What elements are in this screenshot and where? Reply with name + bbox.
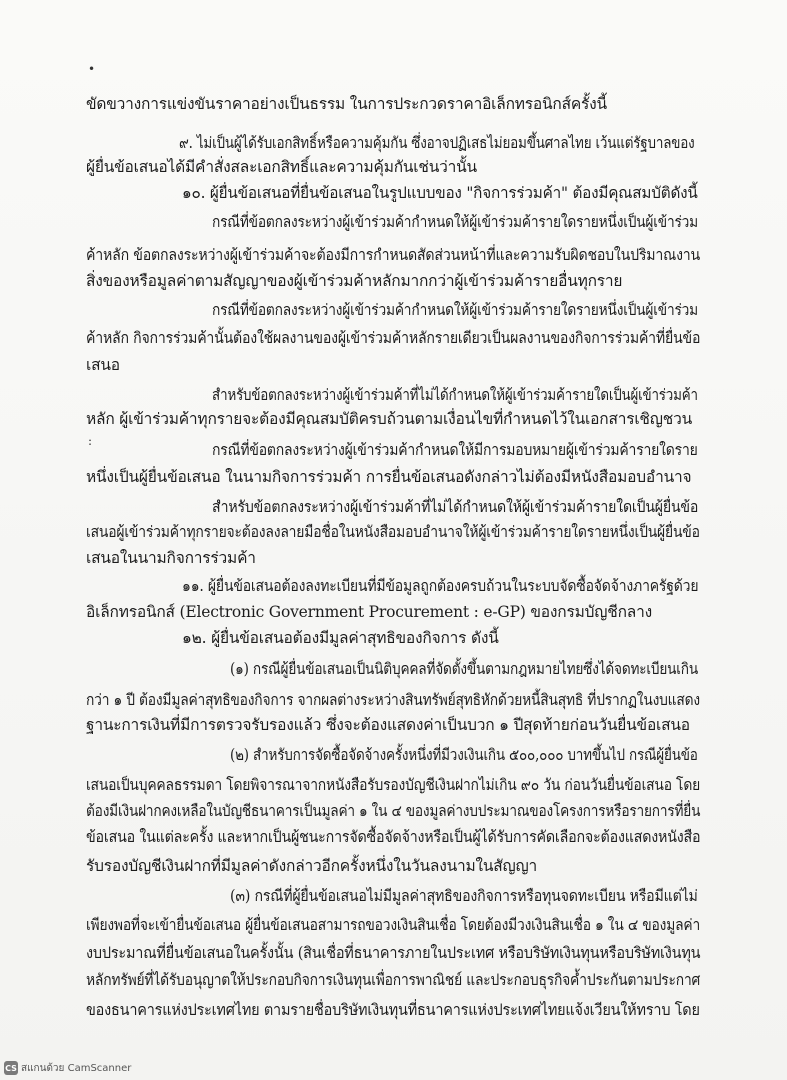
text-line: (๑) กรณีผู้ยื่นข้อเสนอเป็นนิติบุคคลที่จัดตั้งขึ้นตามกฎหมายไทยซึ่งได้จดทะเบียนเกิน bbox=[230, 660, 698, 678]
text-line: (๓) กรณีที่ผู้ยื่นข้อเสนอไม่มีมูลค่าสุทธิของกิจการหรือทุนจดทะเบียน หรือมีแต่ไม่ bbox=[230, 887, 698, 905]
text-line: ของธนาคารแห่งประเทศไทย ตามรายชื่อบริษัทเงินทุนที่ธนาคารแห่งประเทศไทยแจ้งเวียนให้ทราบ โดย bbox=[86, 1001, 700, 1019]
text-line: กรณีที่ข้อตกลงระหว่างผู้เข้าร่วมค้ากำหนดให้ผู้เข้าร่วมค้ารายใดรายหนึ่งเป็นผู้เข้าร่วม bbox=[212, 301, 699, 319]
text-line: ขัดขวางการแข่งขันราคาอย่างเป็นธรรม ในการประกวดราคาอิเล็กทรอนิกส์ครั้งนี้ bbox=[86, 95, 607, 113]
text-line: เสนอเป็นบุคคลธรรมดา โดยพิจารณาจากหนังสือรับรองบัญชีเงินฝากไม่เกิน ๙๐ วัน ก่อนวันยื่นข้อเสนอ โดย bbox=[86, 776, 701, 794]
text-line: เพียงพอที่จะเข้ายื่นข้อเสนอ ผู้ยื่นข้อเสนอสามารถขอวงเงินสินเชื่อ โดยต้องมีวงเงินสินเชื่อ ๑ ใน ๔ ของมูลค่า bbox=[86, 916, 701, 934]
text-line: ข้อเสนอ ในแต่ละครั้ง และหากเป็นผู้ชนะการจัดซื้อจัดจ้างหรือเป็นผู้ได้รับการคัดเลือกจะต้องแสดงหนังสือ bbox=[86, 828, 701, 846]
text-line: กรณีที่ข้อตกลงระหว่างผู้เข้าร่วมค้ากำหนดให้มีการมอบหมายผู้เข้าร่วมค้ารายใดราย bbox=[212, 441, 698, 459]
text-line: สิ่งของหรือมูลค่าตามสัญญาของผู้เข้าร่วมค้าหลักมากกว่าผู้เข้าร่วมค้ารายอื่นทุกราย bbox=[86, 272, 623, 290]
text-line: หลัก ผู้เข้าร่วมค้าทุกรายจะต้องมีคุณสมบัติครบถ้วนตามเงื่อนไขที่กำหนดไว้ในเอกสารเชิญชวน bbox=[86, 410, 692, 428]
text-line: เสนอผู้เข้าร่วมค้าทุกรายจะต้องลงลายมือชื่อในหนังสือมอบอำนาจให้ผู้เข้าร่วมค้ารายใดรายหนึ่งเป็นผู้ยื่นข้อ bbox=[86, 523, 700, 541]
text-line: ค้าหลัก ข้อตกลงระหว่างผู้เข้าร่วมค้าจะต้องมีการกำหนดสัดส่วนหน้าที่และความรับผิดชอบในปริมาณงาน bbox=[86, 246, 701, 264]
camscanner-label: สแกนด้วย CamScanner bbox=[21, 1062, 132, 1074]
text-line: ต้องมีเงินฝากคงเหลือในบัญชีธนาคารเป็นมูลค่า ๑ ใน ๔ ของมูลค่างบประมาณของโครงการหรือรายการที่ยื่น bbox=[86, 802, 701, 820]
section-heading: ๑๒. ผู้ยื่นข้อเสนอต้องมีมูลค่าสุทธิของกิจการ ดังนี้ bbox=[182, 629, 499, 647]
text-line: อิเล็กทรอนิกส์ (Electronic Government Procurement : e-GP) ของกรมบัญชีกลาง bbox=[86, 603, 652, 621]
text-line: ฐานะการเงินที่มีการตรวจรับรองแล้ว ซึ่งจะต้องแสดงค่าเป็นบวก ๑ ปีสุดท้ายก่อนวันยื่นข้อเสนอ bbox=[86, 716, 690, 734]
text-line: เสนอ bbox=[86, 356, 120, 374]
scan-mark: • bbox=[88, 62, 96, 76]
text-line: สำหรับข้อตกลงระหว่างผู้เข้าร่วมค้าที่ไม่ได้กำหนดให้ผู้เข้าร่วมค้ารายใดเป็นผู้เข้าร่วมค้า bbox=[212, 386, 698, 404]
text-line: กว่า ๑ ปี ต้องมีมูลค่าสุทธิของกิจการ จากผลต่างระหว่างสินทรัพย์สุทธิหักด้วยหนี้สินสุทธิ ที่ปรากฏในงบแสดง bbox=[86, 691, 700, 709]
section-heading: ๑๐. ผู้ยื่นข้อเสนอที่ยื่นข้อเสนอในรูปแบบของ "กิจการร่วมค้า" ต้องมีคุณสมบัติดังนี้ bbox=[182, 184, 698, 202]
section-heading: ๑๑. ผู้ยื่นข้อเสนอต้องลงทะเบียนที่มีข้อมูลถูกต้องครบถ้วนในระบบจัดซื้อจัดจ้างภาครัฐด้วย bbox=[182, 577, 699, 595]
text-line: หนึ่งเป็นผู้ยื่นข้อเสนอ ในนามกิจการร่วมค้า การยื่นข้อเสนอดังกล่าวไม่ต้องมีหนังสือมอบอำนาจ bbox=[86, 468, 692, 486]
text-line: ๙. ไม่เป็นผู้ได้รับเอกสิทธิ์หรือความคุ้มกัน ซึ่งอาจปฏิเสธไม่ยอมขึ้นศาลไทย เว้นแต่รัฐบาลของ bbox=[179, 134, 695, 152]
text-line: (๒) สำหรับการจัดซื้อจัดจ้างครั้งหนึ่งที่มีวงเงินเกิน ๕๐๐,๐๐๐ บาทขึ้นไป กรณีผู้ยื่นข้อ bbox=[230, 746, 698, 764]
text-line: ผู้ยื่นข้อเสนอได้มีคำสั่งสละเอกสิทธิ์และความคุ้มกันเช่นว่านั้น bbox=[86, 158, 477, 176]
camscanner-logo-icon: CS bbox=[4, 1061, 18, 1075]
text-line: รับรองบัญชีเงินฝากที่มีมูลค่าดังกล่าวอีกครั้งหนึ่งในวันลงนามในสัญญา bbox=[86, 857, 538, 875]
camscanner-watermark bbox=[4, 1060, 131, 1076]
text-line: สำหรับข้อตกลงระหว่างผู้เข้าร่วมค้าที่ไม่ได้กำหนดให้ผู้เข้าร่วมค้ารายใดเป็นผู้ยื่นข้อ bbox=[212, 498, 699, 516]
text-line: หลักทรัพย์ที่ได้รับอนุญาตให้ประกอบกิจการเงินทุนเพื่อการพาณิชย์ และประกอบธุรกิจค้ำประกันตามประกาศ bbox=[86, 971, 701, 989]
text-line: กรณีที่ข้อตกลงระหว่างผู้เข้าร่วมค้ากำหนดให้ผู้เข้าร่วมค้ารายใดรายหนึ่งเป็นผู้เข้าร่วม bbox=[212, 213, 699, 231]
text-line: ค้าหลัก กิจการร่วมค้านั้นต้องใช้ผลงานของผู้เข้าร่วมค้าหลักรายเดียวเป็นผลงานของกิจการร่วมค้าที่ยื่นข้อ bbox=[86, 329, 701, 347]
scan-mark: : bbox=[88, 434, 93, 448]
text-line: งบประมาณที่ยื่นข้อเสนอในครั้งนั้น (สินเชื่อที่ธนาคารภายในประเทศ หรือบริษัทเงินทุนหรือบริษัทเงินทุน bbox=[86, 944, 701, 962]
text-line: เสนอในนามกิจการร่วมค้า bbox=[86, 549, 256, 567]
